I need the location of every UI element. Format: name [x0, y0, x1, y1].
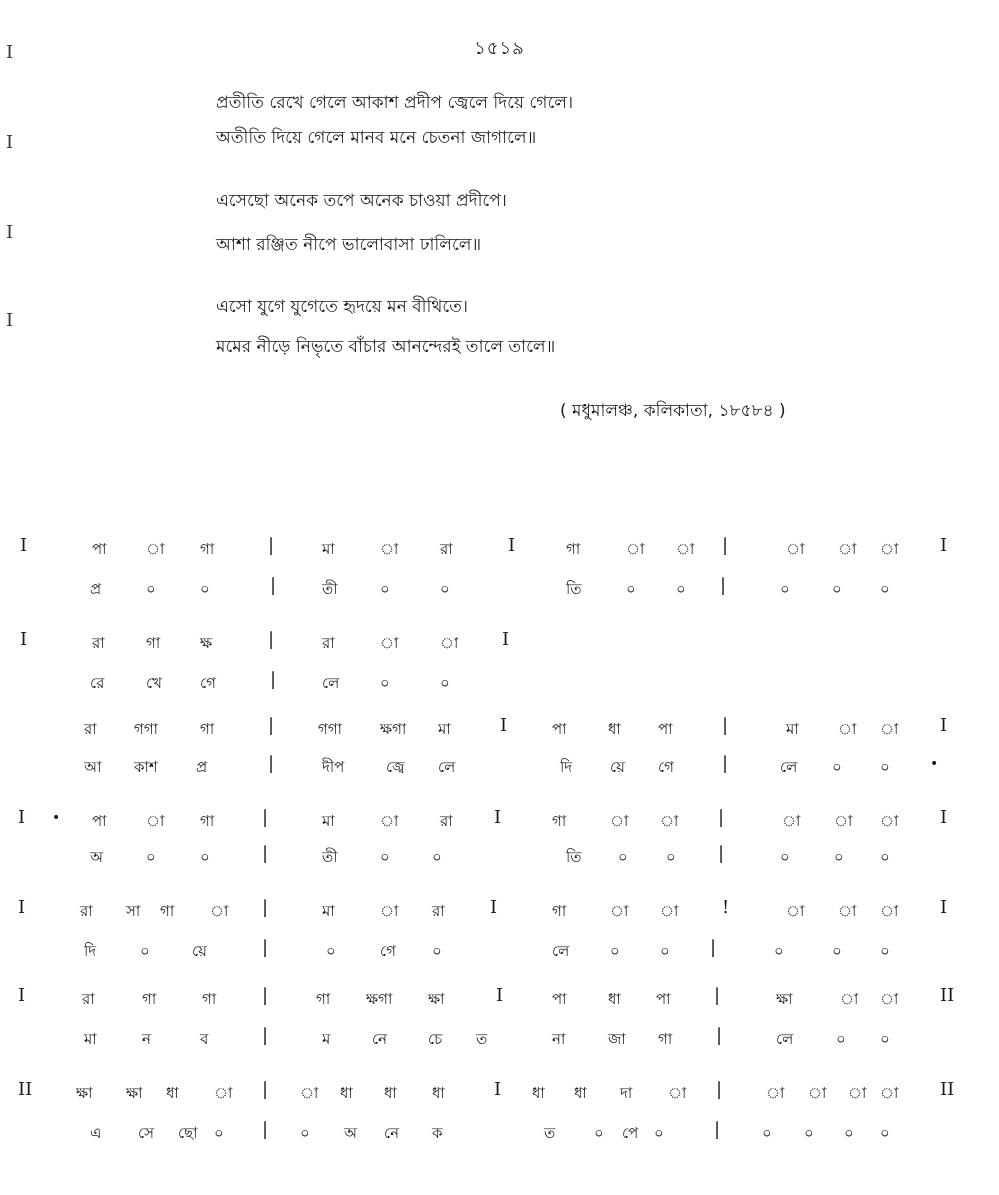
lyric-syllable: তি — [566, 848, 582, 866]
swara-note: রা — [84, 720, 97, 738]
swara-note: গা — [200, 812, 215, 830]
lyric-syllable: ০ — [880, 1030, 890, 1048]
lyric-syllable: নে — [384, 1124, 400, 1142]
swara-note: পা — [658, 720, 673, 738]
lyric-syllable: গা — [658, 1030, 673, 1048]
swara-note: া — [838, 720, 857, 738]
lyric-syllable: ০ — [834, 848, 844, 866]
bar-line: | — [718, 843, 725, 864]
lyric-syllable: ০ — [140, 942, 150, 960]
swara-note: ধা — [532, 1084, 545, 1102]
lyric-syllable: খে — [146, 674, 162, 692]
bar-line: | — [262, 937, 269, 958]
swara-note: া — [626, 540, 645, 558]
lyric-syllable: জ্বে — [386, 758, 405, 776]
lyric-syllable: ০ — [146, 580, 156, 598]
bar-line: | — [718, 807, 725, 828]
lyric-syllable: ০ — [300, 1124, 310, 1142]
bar-line: I — [490, 897, 498, 918]
bar-line: I — [18, 807, 26, 828]
swara-note: া — [880, 540, 899, 558]
bar-line: I — [500, 715, 508, 736]
bar-line: | — [714, 985, 721, 1006]
swara-note: া — [440, 634, 459, 652]
swara-note: গা — [552, 812, 567, 830]
lyric-syllable: ০ — [380, 580, 390, 598]
bar-line: | — [262, 985, 269, 1006]
bar-line: | — [262, 1119, 269, 1140]
lyric-syllable: ০ — [380, 674, 390, 692]
swara-note: গা — [200, 720, 215, 738]
bar-line: | — [722, 535, 729, 556]
lyric-syllable: ০ — [432, 848, 442, 866]
bar-line: I — [494, 1079, 502, 1100]
bar-line: | — [262, 897, 269, 918]
bar-line: | — [262, 1025, 269, 1046]
lyric-syllable: অ — [90, 848, 103, 866]
swara-note: া — [880, 720, 899, 738]
swara-note: • — [52, 810, 61, 826]
lyric-syllable: ০ — [880, 580, 890, 598]
lyric-syllable: ন — [142, 1030, 151, 1048]
lyric-line: আশা রঞ্জিত নীপে ভালোবাসা ঢালিলে॥ — [216, 235, 482, 255]
bar-line: I — [940, 535, 948, 556]
bar-line: I — [508, 535, 516, 556]
lyric-syllable: ০ — [666, 848, 676, 866]
lyric-line: মমের নীড়ে নিভৃতে বাঁচার আনন্দেরই তালে তালে॥ — [216, 337, 556, 357]
lyric-syllable: ০ — [804, 1124, 814, 1142]
bar-line: ! — [722, 897, 730, 918]
lyric-syllable: প্র — [196, 758, 208, 776]
swara-note: পা — [92, 540, 107, 558]
bar-line: I — [940, 807, 948, 828]
bar-line: | — [716, 1079, 723, 1100]
bar-line: | — [268, 753, 275, 774]
lyric-syllable: ০ — [440, 674, 450, 692]
lyric-syllable: রে — [90, 674, 105, 692]
lyric-syllable: দি — [560, 758, 573, 776]
lyric-syllable: ০ — [618, 848, 628, 866]
swara-note: ক্ষা — [776, 990, 793, 1008]
swara-note: গা — [566, 540, 581, 558]
lyric-syllable: ০ — [880, 1124, 890, 1142]
swara-note: ক্ষগা — [380, 720, 407, 738]
swara-note: া — [210, 902, 229, 920]
swara-note: া — [834, 812, 853, 830]
lyric-syllable: পে — [622, 1124, 639, 1142]
swara-note: া — [840, 990, 859, 1008]
swara-note: রা — [440, 812, 453, 830]
swara-note: ধা — [608, 720, 621, 738]
margin-mark: I — [6, 310, 14, 331]
lyric-syllable: সে — [138, 1124, 154, 1142]
lyric-syllable: ০ — [844, 1124, 854, 1142]
swara-note: গা — [142, 990, 157, 1008]
swara-note: গা — [552, 902, 567, 920]
lyric-syllable: ০ — [780, 580, 790, 598]
lyric-syllable: ছো — [178, 1124, 198, 1142]
lyric-syllable: ০ — [594, 1124, 604, 1142]
swara-note: ধা — [608, 990, 621, 1008]
lyric-syllable: চে — [428, 1030, 443, 1048]
bar-line: | — [268, 629, 275, 650]
bar-line: I — [18, 897, 26, 918]
swara-note: া — [880, 902, 899, 920]
lyric-syllable: অ — [344, 1124, 357, 1142]
bar-line: II — [18, 1079, 33, 1100]
lyric-syllable: গে — [658, 758, 674, 776]
swara-note: ক্ষা — [126, 1084, 143, 1102]
lyric-syllable: • — [930, 756, 939, 772]
margin-mark: I — [6, 42, 14, 63]
swara-note: া — [838, 902, 857, 920]
margin-mark: I — [6, 132, 14, 153]
swara-note: া — [146, 540, 165, 558]
swara-note: া — [380, 540, 399, 558]
swara-note: গা — [146, 634, 161, 652]
lyric-syllable: তী — [322, 848, 338, 866]
swara-note: ক্ষা — [428, 990, 445, 1008]
swara-note: রা — [80, 902, 93, 920]
swara-note: গা — [316, 990, 331, 1008]
lyric-syllable: ০ — [780, 848, 790, 866]
swara-note: ক্ষগা — [366, 990, 393, 1008]
lyric-syllable: ০ — [676, 580, 686, 598]
lyric-line: প্রতীতি রেখে গেলে আকাশ প্রদীপ জ্বেলে দিয়ে গেলে। — [216, 93, 574, 113]
swara-note: া — [808, 1084, 827, 1102]
swara-note: া — [668, 1084, 687, 1102]
bar-line: II — [940, 985, 955, 1006]
bar-line: I — [18, 985, 26, 1006]
lyric-syllable: ০ — [832, 758, 842, 776]
bar-line: I — [502, 629, 510, 650]
swara-note: পা — [552, 720, 567, 738]
swara-note: গা — [202, 990, 217, 1008]
bar-line: | — [268, 715, 275, 736]
bar-line: I — [940, 897, 948, 918]
swara-note: গা — [160, 902, 175, 920]
lyric-syllable: লে — [776, 1030, 794, 1048]
lyric-syllable: ত — [476, 1030, 488, 1048]
lyric-syllable: ০ — [440, 580, 450, 598]
bar-line: II — [940, 1079, 955, 1100]
swara-note: মা — [322, 812, 335, 830]
swara-note: ধা — [574, 1084, 587, 1102]
lyric-syllable: লে — [322, 674, 340, 692]
page-number: ১৫১৯ — [474, 38, 525, 59]
swara-note: া — [380, 812, 399, 830]
lyric-syllable: ০ — [880, 848, 890, 866]
lyric-syllable: আ — [84, 758, 102, 776]
swara-note: দা — [620, 1084, 633, 1102]
bar-line: | — [716, 1025, 723, 1046]
swara-note: ধা — [166, 1084, 179, 1102]
swara-note: সা — [126, 902, 141, 920]
lyric-syllable: ত — [544, 1124, 556, 1142]
swara-note: া — [214, 1084, 233, 1102]
bar-line: | — [270, 669, 277, 690]
swara-note: া — [610, 812, 629, 830]
lyric-syllable: নে — [372, 1030, 388, 1048]
bar-line: I — [496, 985, 504, 1006]
bar-line: | — [262, 843, 269, 864]
lyric-syllable: লে — [780, 758, 798, 776]
lyric-syllable: লে — [552, 942, 570, 960]
lyric-line: এসো যুগে যুগেতে হৃদয়ে মন বীথিতে। — [216, 297, 468, 317]
swara-note: গা — [200, 540, 215, 558]
lyric-syllable: ০ — [380, 848, 390, 866]
bar-line: I — [494, 807, 502, 828]
lyric-syllable: ০ — [880, 758, 890, 776]
lyric-syllable: ০ — [774, 942, 784, 960]
swara-note: া — [880, 990, 899, 1008]
lyric-syllable: মা — [84, 1030, 97, 1048]
swara-note: া — [782, 812, 801, 830]
swara-note: রা — [322, 634, 335, 652]
swara-note: পা — [92, 812, 107, 830]
swara-note: রা — [440, 540, 453, 558]
lyric-syllable: ব — [200, 1030, 209, 1048]
bar-line: | — [722, 715, 729, 736]
swara-note: া — [300, 1084, 319, 1102]
swara-note: া — [660, 812, 679, 830]
swara-note: ক্ষা — [76, 1084, 93, 1102]
swara-note: পা — [656, 990, 671, 1008]
swara-note: া — [146, 812, 165, 830]
lyric-syllable: ০ — [200, 580, 210, 598]
lyric-syllable: ক — [432, 1124, 443, 1142]
swara-note: গগা — [134, 720, 159, 738]
lyric-syllable: দি — [84, 942, 97, 960]
swara-note: গগা — [318, 720, 343, 738]
bar-line: | — [710, 937, 717, 958]
lyric-syllable: গে — [380, 942, 396, 960]
swara-note: া — [676, 540, 695, 558]
lyric-syllable: কাশ — [134, 758, 158, 776]
lyric-syllable: ০ — [880, 942, 890, 960]
bar-line: I — [940, 715, 948, 736]
lyric-syllable: জা — [608, 1030, 626, 1048]
swara-note: মা — [786, 720, 799, 738]
lyric-syllable: গে — [200, 674, 216, 692]
bar-line: | — [268, 535, 275, 556]
lyric-syllable: প্র — [90, 580, 102, 598]
lyric-syllable: ০ — [832, 580, 842, 598]
swara-note: া — [880, 812, 899, 830]
lyric-syllable: ০ — [660, 942, 670, 960]
swara-note: া — [660, 902, 679, 920]
lyric-syllable: ০ — [326, 942, 336, 960]
lyric-syllable: এ — [90, 1124, 102, 1142]
swara-note: ক্ষ — [200, 634, 213, 652]
lyric-syllable: ০ — [610, 942, 620, 960]
swara-note: মা — [322, 902, 335, 920]
lyric-syllable: ০ — [146, 848, 156, 866]
swara-note: রা — [82, 990, 95, 1008]
swara-note: া — [786, 540, 805, 558]
swara-note: া — [766, 1084, 785, 1102]
swara-note: রা — [432, 902, 445, 920]
swara-note: ধা — [384, 1084, 397, 1102]
swara-note: ধা — [432, 1084, 445, 1102]
lyric-syllable: ০ — [836, 1030, 846, 1048]
bar-line: | — [270, 575, 277, 596]
lyric-syllable: তি — [566, 580, 582, 598]
lyric-syllable: তী — [322, 580, 338, 598]
bar-line: | — [722, 753, 729, 774]
lyric-syllable: ০ — [214, 1124, 224, 1142]
lyric-syllable: ০ — [200, 848, 210, 866]
swara-note: া — [610, 902, 629, 920]
lyric-syllable: য়ে — [192, 942, 207, 960]
lyric-syllable: ০ — [832, 942, 842, 960]
swara-note: মা — [322, 540, 335, 558]
lyric-line: এসেছো অনেক তপে অনেক চাওয়া প্রদীপে। — [216, 191, 507, 211]
lyric-syllable: দীপ — [322, 758, 345, 776]
swara-note: া — [880, 1084, 899, 1102]
swara-note: মা — [438, 720, 451, 738]
bar-line: | — [262, 807, 269, 828]
lyric-syllable: না — [552, 1030, 566, 1048]
margin-mark: I — [6, 222, 14, 243]
lyric-syllable: ০ — [762, 1124, 772, 1142]
swara-note: া — [380, 902, 399, 920]
lyric-syllable: ০ — [654, 1124, 664, 1142]
lyric-syllable: ম — [322, 1030, 331, 1048]
lyric-syllable: ০ — [432, 942, 442, 960]
lyric-line: অতীতি দিয়ে গেলে মানব মনে চেতনা জাগালে॥ — [216, 128, 537, 148]
bar-line: I — [20, 535, 28, 556]
lyric-syllable: ০ — [626, 580, 636, 598]
swara-note: া — [848, 1084, 867, 1102]
swara-note: পা — [552, 990, 567, 1008]
bar-line: I — [20, 629, 28, 650]
lyric-syllable: য়ে — [610, 758, 625, 776]
swara-note: ধা — [340, 1084, 353, 1102]
swara-note: া — [380, 634, 399, 652]
source-citation: ( মধুমালঞ্চ, কলিকাতা, ১৮৫৮৪ ) — [560, 401, 786, 421]
swara-note: া — [838, 540, 857, 558]
bar-line: | — [714, 1119, 721, 1140]
swara-note: রা — [92, 634, 105, 652]
bar-line: | — [720, 575, 727, 596]
bar-line: | — [262, 1079, 269, 1100]
lyric-syllable: লে — [438, 758, 456, 776]
swara-note: া — [786, 902, 805, 920]
